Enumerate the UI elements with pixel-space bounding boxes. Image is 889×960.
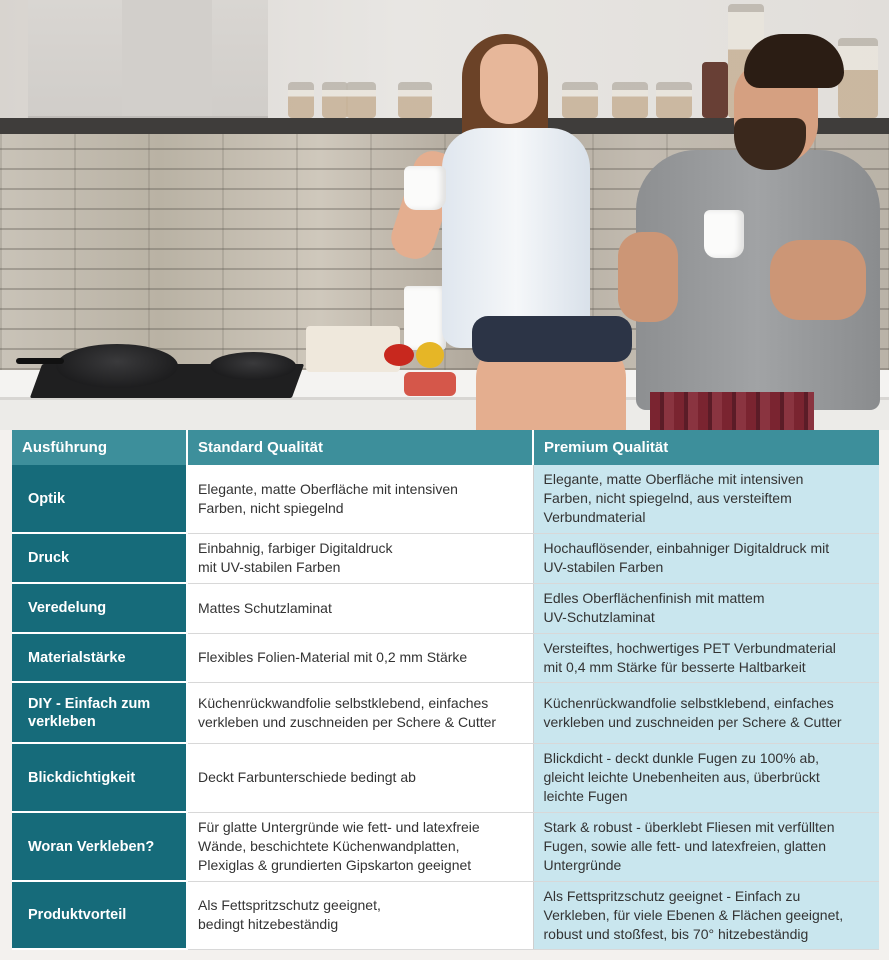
hero-photo [0, 0, 889, 430]
spice-jar [398, 82, 432, 118]
header-premium-qualitaet: Premium Qualität [533, 430, 879, 465]
row-label: Materialstärke [12, 633, 187, 682]
standard-cell [187, 633, 533, 682]
spice-jar [288, 82, 314, 118]
cell-line: Mattes Schutzlaminat [198, 599, 332, 616]
woman-face [480, 44, 538, 124]
cell-line: Verbundmaterial [543, 509, 646, 526]
premium-cell [533, 583, 879, 633]
row-label: Produktvorteil [12, 881, 187, 949]
premium-cell [533, 881, 879, 949]
cell-line: Plexiglas & grundierten Gipskarton geeignet [198, 857, 472, 873]
table-row [12, 633, 879, 682]
standard-cell [187, 465, 533, 533]
row-label: Woran Verkleben? [12, 812, 187, 881]
premium-cell [533, 812, 879, 881]
man-hair [744, 34, 844, 88]
premium-cell [533, 743, 879, 812]
cell-line: Für glatte Untergründe wie fett- und latexfreie [198, 819, 480, 835]
cell-line: Fugen, sowie alle fett- und latexfreien, glatten [543, 838, 827, 854]
cell-line: Einbahnig, farbiger Digitaldruck [198, 540, 393, 556]
standard-cell [187, 812, 533, 881]
cell-line: Küchenrückwandfolie selbstklebend, einfaches [198, 694, 489, 711]
comparison-table [12, 430, 879, 950]
standard-cell [187, 682, 533, 743]
comparison-table-body [12, 465, 879, 949]
cell-line: Verkleben, für viele Ebenen & Flächen geeignet, [543, 906, 844, 923]
standard-cell [187, 583, 533, 633]
cell-line: Deckt Farbunterschiede bedingt ab [198, 769, 416, 785]
cell-line: verkleben und zuschneiden per Schere & Cutter [198, 713, 497, 730]
cell-line: Edles Oberflächenfinish mit mattem [543, 590, 765, 606]
header-standard-qualitaet: Standard Qualität [187, 430, 533, 465]
premium-cell [533, 533, 879, 583]
bowl-of-berries [404, 372, 456, 396]
cell-line: Versteiftes, hochwertiges PET Verbundmaterial [543, 639, 836, 656]
woman-shirt [442, 128, 590, 348]
row-label: Blickdichtigkeit [12, 743, 187, 812]
cell-line: Hochauflösender, einbahniger Digitaldruck mit [543, 540, 830, 556]
wok-pan [56, 344, 178, 388]
row-label: Optik [12, 465, 187, 533]
cell-line: UV-Schutzlaminat [543, 609, 655, 625]
table-row [12, 881, 879, 949]
frying-pan [210, 352, 296, 380]
cell-line: mit 0,4 mm Stärke für besserte Haltbarkeit [543, 658, 806, 675]
table-row [12, 812, 879, 881]
tall-jar [838, 38, 878, 118]
man-arm [618, 232, 678, 322]
header-row [12, 430, 879, 465]
spice-jar [562, 82, 598, 118]
table-row [12, 533, 879, 583]
cell-line: Wände, beschichtete Küchenwandplatten, [198, 838, 460, 854]
cell-line: leichte Fugen [543, 788, 628, 804]
cell-line: Stark & robust - überklebt Fliesen mit verfüllten [543, 819, 835, 835]
cell-line: Untergründe [543, 857, 622, 873]
woman-shorts [472, 316, 632, 362]
table-row [12, 682, 879, 743]
coffee-cup [704, 210, 744, 258]
row-label: Druck [12, 533, 187, 583]
row-label: Veredelung [12, 583, 187, 633]
comparison-table-header [12, 430, 879, 465]
range-hood-chimney [122, 0, 212, 118]
paper-towel-roll [404, 286, 446, 350]
premium-cell [533, 465, 879, 533]
coffee-cup [404, 166, 446, 210]
pan-handle [16, 358, 64, 364]
premium-cell [533, 633, 879, 682]
cell-line: Blickdicht - deckt dunkle Fugen zu 100% ab, [543, 750, 819, 766]
tomato [384, 344, 414, 366]
table-row [12, 465, 879, 533]
cell-line: Elegante, matte Oberfläche mit intensiven [543, 471, 804, 488]
header-ausfuehrung: Ausführung [12, 430, 187, 465]
cell-line: Als Fettspritzschutz geeignet, [198, 897, 381, 913]
spice-jar [322, 82, 348, 118]
man-pants [650, 392, 814, 430]
spice-jar [346, 82, 376, 118]
cell-line: gleicht leichte Unebenheiten aus, überbrückt [543, 769, 820, 785]
cell-line: verkleben und zuschneiden per Schere & Cutter [543, 713, 842, 730]
man-arm [770, 240, 866, 320]
row-label: DIY - Einfach zum verkleben [12, 682, 187, 743]
cell-line: mit UV-stabilen Farben [198, 559, 341, 575]
spice-jar [612, 82, 648, 118]
spice-jar [656, 82, 692, 118]
standard-cell [187, 881, 533, 949]
cell-line: robust und stoßfest, bis 70° hitzebeständig [543, 925, 809, 942]
premium-cell [533, 682, 879, 743]
cell-line: Als Fettspritzschutz geeignet - Einfach zu [543, 887, 801, 904]
cell-line: bedingt hitzebeständig [198, 916, 339, 932]
table-row [12, 743, 879, 812]
table-row [12, 583, 879, 633]
cell-line: Flexibles Folien-Material mit 0,2 mm Stärke [198, 649, 468, 665]
pepper [416, 342, 444, 368]
cell-line: Farben, nicht spiegelnd [198, 499, 344, 516]
cell-line: UV-stabilen Farben [543, 559, 664, 575]
spice-jar [702, 62, 728, 118]
cell-line: Elegante, matte Oberfläche mit intensiven [198, 480, 458, 497]
standard-cell [187, 743, 533, 812]
standard-cell [187, 533, 533, 583]
cell-line: Farben, nicht spiegelnd, aus versteiftem [543, 490, 792, 507]
cell-line: Küchenrückwandfolie selbstklebend, einfaches [543, 694, 834, 711]
